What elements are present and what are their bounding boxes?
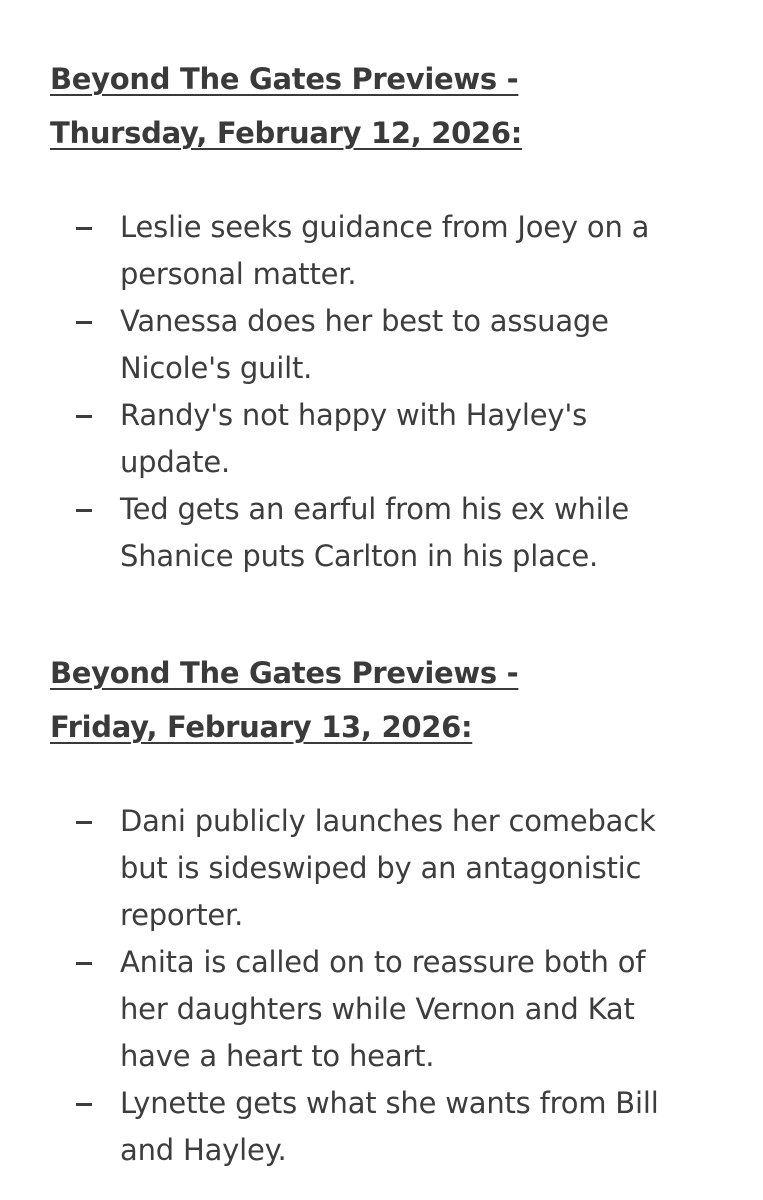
dash-bullet-icon	[76, 321, 92, 324]
item-line: Nicole's guilt.	[120, 351, 313, 385]
dash-bullet-icon	[76, 227, 92, 230]
preview-list	[50, 204, 723, 580]
dash-bullet-icon	[76, 821, 92, 824]
item-line: Lynette gets what she wants from Bill	[120, 1086, 659, 1120]
item-line: Anita is called on to reassure both of	[120, 945, 646, 979]
dash-bullet-icon	[76, 509, 92, 512]
item-line: Vanessa does her best to assuage	[120, 304, 609, 338]
preview-section-friday	[50, 646, 723, 1174]
preview-list	[50, 798, 723, 1174]
list-item	[50, 392, 723, 486]
dash-bullet-icon	[76, 415, 92, 418]
list-item	[50, 298, 723, 392]
item-line: update.	[120, 445, 230, 479]
heading-line: Friday, February 13, 2026:	[50, 710, 473, 744]
item-line: Shanice puts Carlton in his place.	[120, 539, 599, 573]
list-item	[50, 939, 723, 1080]
dash-bullet-icon	[76, 962, 92, 965]
item-line: but is sideswiped by an antagonistic	[120, 851, 642, 885]
list-item	[50, 1080, 723, 1174]
heading-line: Beyond The Gates Previews -	[50, 62, 519, 96]
item-line: reporter.	[120, 898, 244, 932]
preview-section-thursday	[50, 52, 723, 580]
dash-bullet-icon	[76, 1103, 92, 1106]
item-line: Randy's not happy with Hayley's	[120, 398, 588, 432]
list-item	[50, 204, 723, 298]
list-item	[50, 486, 723, 580]
heading-line: Beyond The Gates Previews -	[50, 656, 519, 690]
item-line: Leslie seeks guidance from Joey on a	[120, 210, 650, 244]
item-line: Ted gets an earful from his ex while	[120, 492, 630, 526]
item-line: and Hayley.	[120, 1133, 287, 1167]
section-heading	[50, 646, 723, 754]
item-line: have a heart to heart.	[120, 1039, 435, 1073]
item-line: her daughters while Vernon and Kat	[120, 992, 635, 1026]
item-line: Dani publicly launches her comeback	[120, 804, 656, 838]
section-heading	[50, 52, 723, 160]
list-item	[50, 798, 723, 939]
item-line: personal matter.	[120, 257, 357, 291]
heading-line: Thursday, February 12, 2026:	[50, 116, 523, 150]
